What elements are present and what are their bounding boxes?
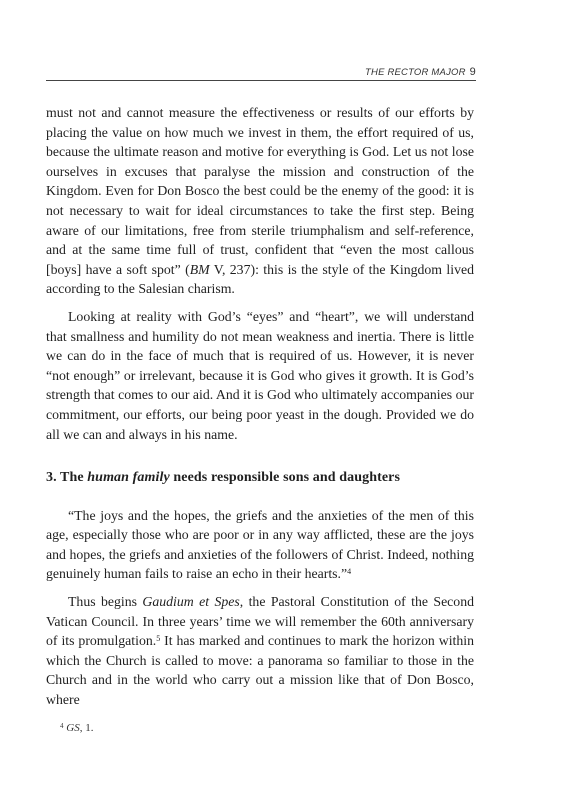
page-number: 9 [469, 66, 476, 78]
body-text [46, 103, 474, 710]
footnote-ref-4[interactable]: 4 [347, 567, 352, 577]
paragraph-1: must not and cannot measure the effectiveness or results of our efforts by placing the value on how much we invest in them, the effort required of us, because the ultimate reason and motive for everything is God. Let us not lose ourselves in excuses that paralyse the mission and construction of the Kingdom. Even for Don Bosco the best could be the enemy of the good: it is not necessary to wait for ideal circumstances to take the first step. Being aware of our limitations, free from sterile triumphalism and self-reference, and at the same time full of trust, confident that “even the most callous [boys] have a soft spot” (BM V, 237): this is the style of the Kingdom lived according to the Salesian charism. [46, 105, 474, 297]
section-heading: 3. The human family needs responsible sons and daughters [46, 470, 401, 486]
header-rule [46, 80, 476, 81]
paragraph-4: Thus begins Gaudium et Spes, the Pastoral Constitution of the Second Vatican Council. In three years’ time we will remember the 60th anniversary of its promulgation.$^5$ It has marked and continues to mark the horizon within which the Church is called to move: a panorama so familiar to those in the Church and in the world who carry out a mission like that of Don Bosco, where [46, 594, 475, 708]
footnote-ref-5[interactable]: 5 [156, 634, 161, 644]
citation-bm: BM [189, 261, 210, 277]
footnote-text: , 1. [79, 722, 94, 734]
running-header [50, 66, 476, 78]
paragraph-2: Looking at reality with God’s “eyes” and “heart”, we will understand that smallness and humility do not mean weakness and inertia. There is little we can do in the face of much that is required of us. However, it is never “not enough” or irrelevant, because it is God who gives it growth. It is God’s strength that comes to our aid. And it is God who ultimately accompanies our commitment, our efforts, our being poor yeast in the dough. Provided we do all we can and always in his name. [46, 308, 474, 442]
paragraph-3: “The joys and the hopes, the griefs and the anxieties of the men of this age, especially those who are poor or in any way afflicted, these are the joys and hopes, the griefs and anxieties of the followers of Christ. Indeed, nothing genuinely human fails to raise an echo in their hearts.”$^4$ [46, 507, 474, 582]
running-title: THE RECTOR MAJOR [365, 67, 466, 78]
footnote-source: GS [66, 722, 80, 734]
footnote [60, 722, 93, 734]
document-title: Gaudium et Spes [142, 594, 240, 610]
footnote-mark: 4 [60, 722, 64, 730]
